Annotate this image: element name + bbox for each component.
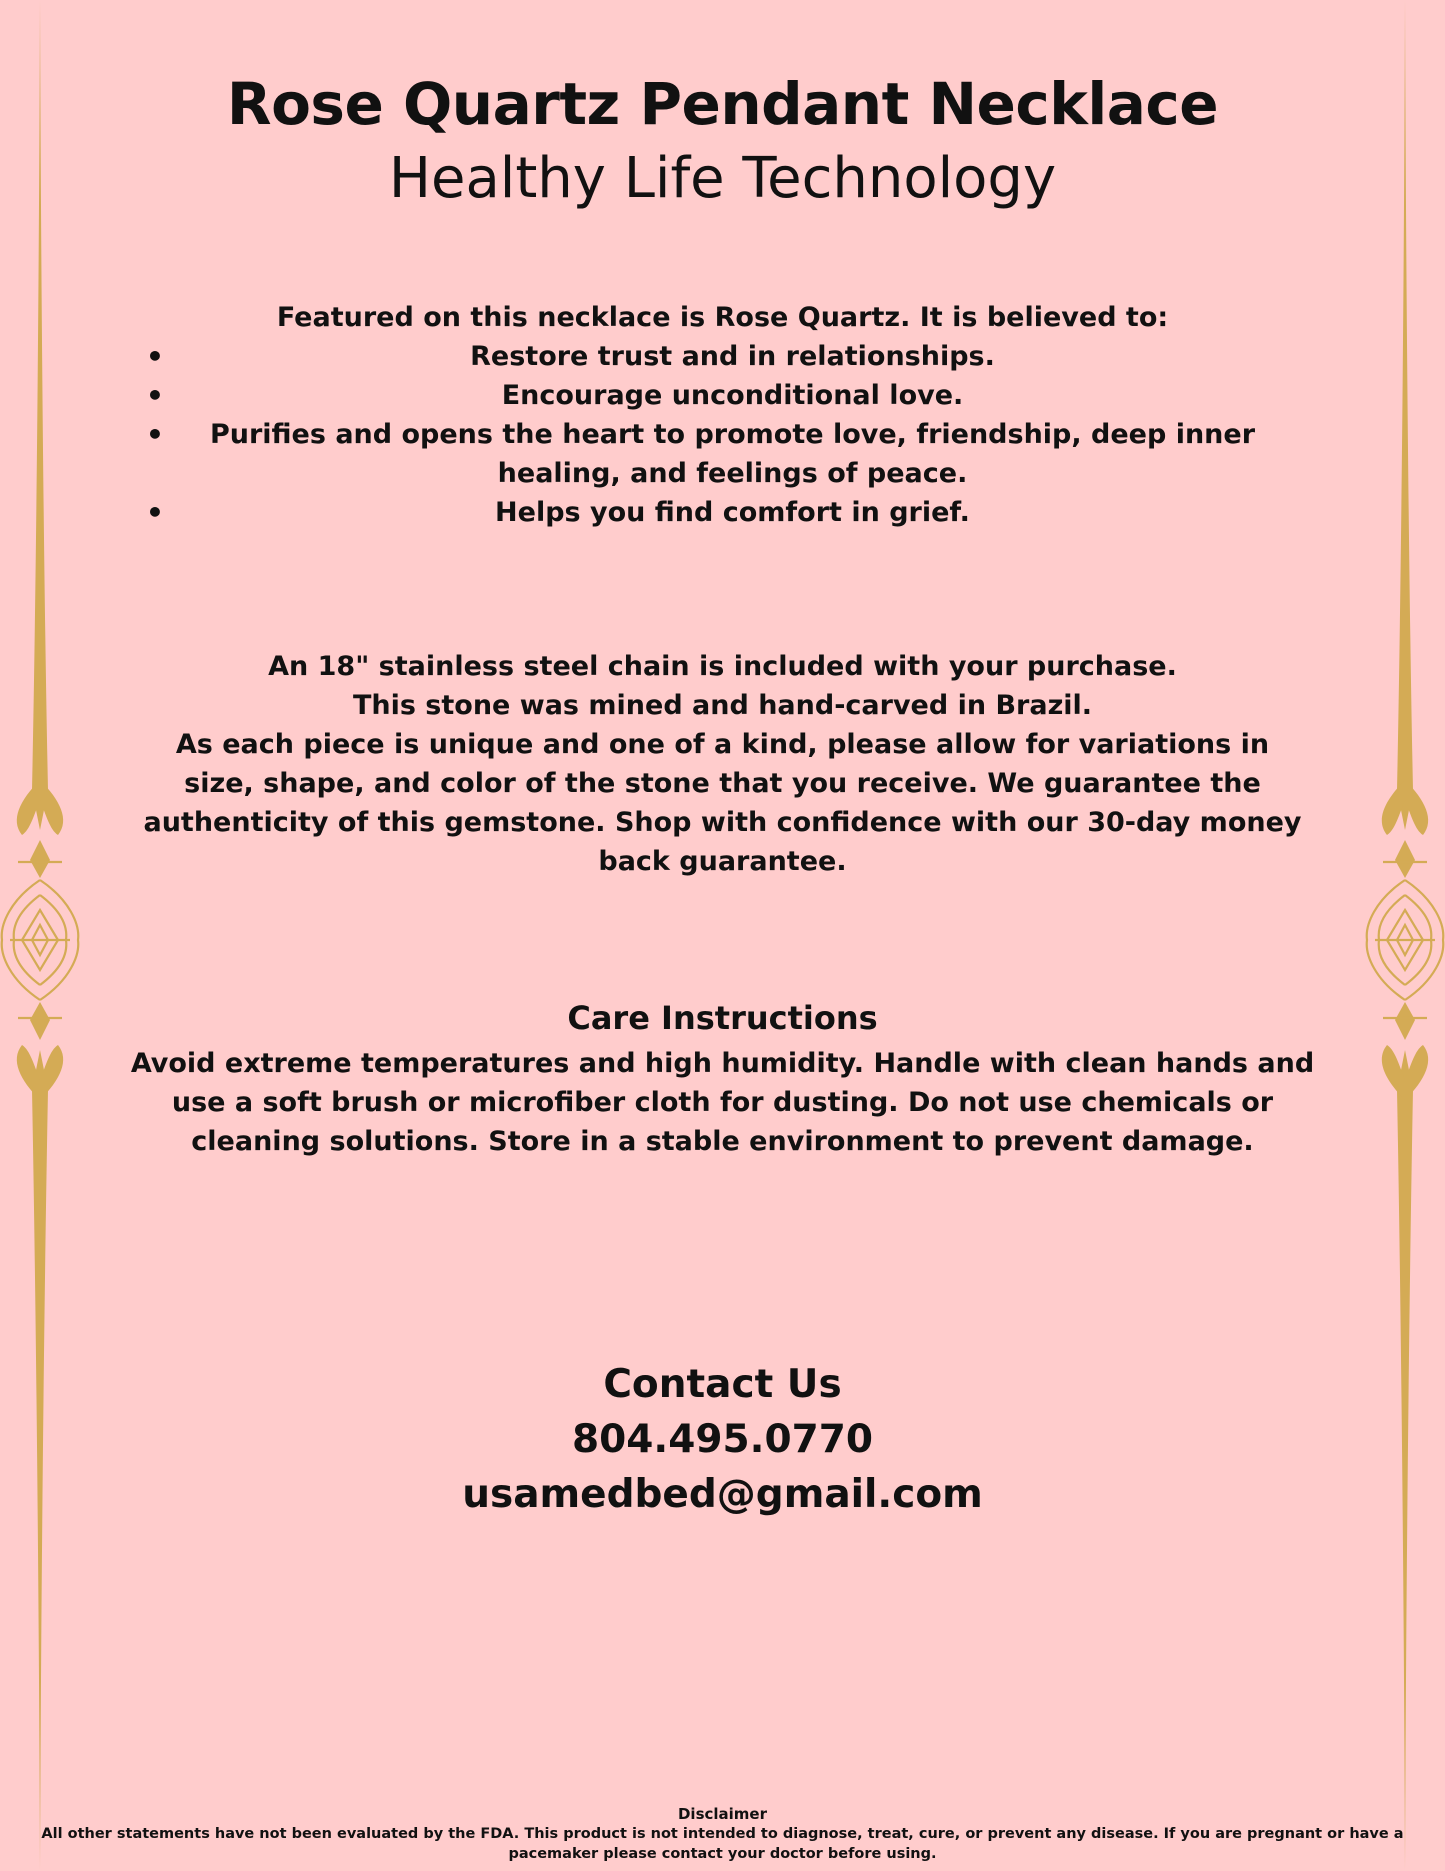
page-subtitle: Healthy Life Technology <box>388 146 1057 211</box>
right-filigree-border-icon <box>1365 0 1445 1871</box>
list-item <box>140 376 1305 415</box>
bullet-icon: • <box>146 379 164 412</box>
contact-phone: 804.495.0770 <box>572 1417 873 1462</box>
contact-email: usamedbed@gmail.com <box>462 1472 983 1517</box>
care-instructions-text: Avoid extreme temperatures and high humidity. Handle with clean hands and use a soft brush or microfiber cloth for dusting. Do not use chemicals or cleaning solutions. Store in a stable environment to prevent damage. <box>130 1048 1315 1157</box>
disclaimer-section <box>0 1804 1445 1864</box>
page-title: Rose Quartz Pendant Necklace <box>226 70 1219 138</box>
list-item <box>140 337 1305 376</box>
feature-text: Encourage unconditional love. <box>501 380 964 411</box>
contact-heading: Contact Us <box>603 1362 842 1407</box>
origin-info: This stone was mined and hand-carved in Brazil. <box>352 690 1093 721</box>
list-item <box>140 415 1305 493</box>
contact-section <box>0 1357 1445 1522</box>
list-item <box>140 493 1305 532</box>
features-section <box>140 298 1305 532</box>
purchase-info-section <box>140 647 1305 881</box>
feature-text: Restore trust and in relationships. <box>470 341 995 372</box>
left-filigree-border-icon <box>0 0 80 1871</box>
care-instructions-heading: Care Instructions <box>567 999 878 1037</box>
feature-text: Purifies and opens the heart to promote love, friendship, deep inner healing, and feelings of peace. <box>209 419 1256 489</box>
bullet-icon: • <box>146 496 164 529</box>
disclaimer-text: All other statements have not been evaluated by the FDA. This product is not intended to diagnose, treat, cure, or prevent any disease. If you are pregnant or have a pacemaker please contact your doctor before using. <box>41 1826 1404 1862</box>
bullet-icon: • <box>146 418 164 451</box>
disclaimer-heading: Disclaimer <box>677 1805 768 1823</box>
features-intro: Featured on this necklace is Rose Quartz. It is believed to: <box>276 302 1169 333</box>
guarantee-info: As each piece is unique and one of a kind, please allow for variations in size, shape, and color of the stone that you receive. We guarantee the authenticity of this gemstone. Shop with confidence with our 30-day money back guarantee. <box>143 729 1302 877</box>
features-list <box>140 337 1305 532</box>
bullet-icon: • <box>146 340 164 373</box>
feature-text: Helps you find comfort in grief. <box>495 497 970 528</box>
chain-info: An 18" stainless steel chain is included with your purchase. <box>268 651 1177 682</box>
